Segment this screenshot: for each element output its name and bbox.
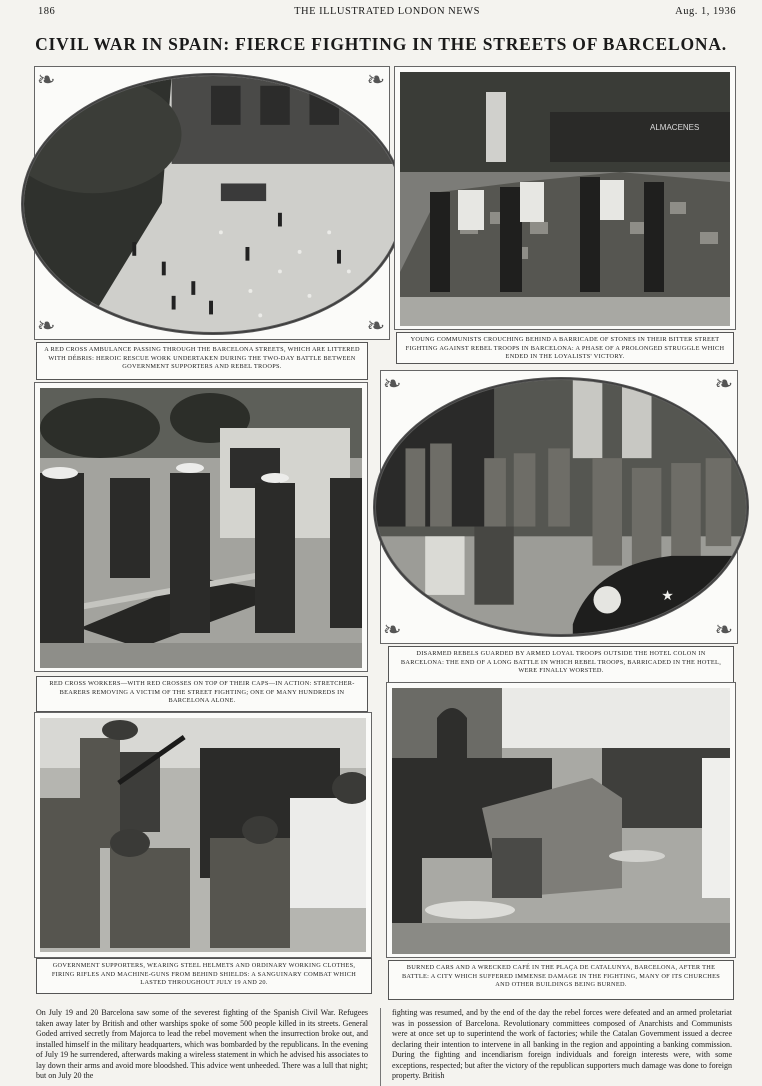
article-column-right: fighting was resumed, and by the end of the day the rebel forces were defeated and an armed proletariat was in possession of Barcelona. Revolutionary committees composed of Anarchists and Communists were at once set up to superintend the work of factories; while the Catalan Government issued a decree declaring their intention to intervene in all banking in the region and appointing a banking commission. During the fighting and incendiarism foreign individuals and foreign interests were, with some exceptions, respected; but after the victory of the republican supporters much damage was done to foreign property. British [392,1008,732,1081]
caption-ambulance: A RED CROSS AMBULANCE PASSING THROUGH THE BARCELONA STREETS, WHICH ARE LITTERED WITH DÉBRIS: HEROIC RESCUE WORK UNDERTAKEN DURING THE TWO-DAY BATTLE BETWEEN GOVERNMENT SUPPORTERS AND REBEL TROOPS. [36,342,368,380]
caption-hotel-colon: DISARMED REBELS GUARDED BY ARMED LOYAL TROOPS OUTSIDE THE HOTEL COLON IN BARCELONA: THE END OF A LONG BATTLE IN WHICH REBEL TROOPS, BARRICADED IN THE HOTEL, WERE FINALLY WORSTED. [388,646,734,684]
photo-barricade [400,72,730,326]
photo-disarmed-rebels [373,377,749,637]
ornament-curl-icon: ❧ [37,313,56,338]
photo-frame-hotel-colon [380,370,738,644]
ornament-curl-icon: ❧ [366,313,385,338]
running-header [38,6,736,22]
ornament-curl-icon: ❧ [383,617,402,642]
ornament-curl-icon: ❧ [37,67,56,92]
article-column-left: On July 19 and 20 Barcelona saw some of the severest fighting of the Spanish Civil War. Refugees taken away later by British and other warships spoke of some 500 people killed in its streets. General Goded arrived secretly from Majorca to lead the rebel movement when the insurrection broke out, and installed himself in the military headquarters, which was bombarded by the republicans. In the evening of July 19 he surrendered, afterwards making a wireless statement in which he advised his associates to lay down their arms and avoid more bloodshed. This advice went unheeded. There was a lull that night; but on July 20 the [36,1008,368,1081]
photo-ambulance-street [21,73,405,338]
photo-frame-gunners [34,712,372,958]
caption-barricade: YOUNG COMMUNISTS CROUCHING BEHIND A BARRICADE OF STONES IN THEIR BITTER STREET FIGHTING AGAINST REBEL TROOPS IN BARCELONA: A PHASE OF A PROLONGED STRUGGLE WHICH ENDED IN THE LOYALISTS' VICTORY. [396,332,734,364]
ornament-curl-icon: ❧ [366,67,385,92]
publication-title: THE ILLUSTRATED LONDON NEWS [294,6,480,17]
photo-stretcher-bearers [40,388,362,668]
issue-date: Aug. 1, 1936 [675,6,736,17]
photo-burned-cars [392,688,730,954]
svg-text:★: ★ [661,587,674,604]
ornament-curl-icon: ❧ [714,617,733,642]
shop-sign: ALMACENES [650,123,700,132]
photo-gunners [40,718,366,952]
column-divider [380,1008,381,1086]
page-headline: CIVIL WAR IN SPAIN: FIERCE FIGHTING IN THE STREETS OF BARCELONA. [35,34,727,54]
photo-frame-barricade [394,66,736,330]
photo-frame-stretcher [34,382,368,672]
photo-frame-ambulance [34,66,390,340]
ornament-curl-icon: ❧ [383,371,402,396]
ornament-curl-icon: ❧ [714,371,733,396]
page-number: 186 [38,6,56,17]
caption-gunners: GOVERNMENT SUPPORTERS, WEARING STEEL HELMETS AND ORDINARY WORKING CLOTHES, FIRING RIFLES AND MACHINE-GUNS FROM BEHIND SHIELDS: A SANGUINARY COMBAT WHICH LASTED THROUGHOUT JULY 19 AND 20. [36,958,372,994]
caption-stretcher: RED CROSS WORKERS—WITH RED CROSSES ON TOP OF THEIR CAPS—IN ACTION: STRETCHER-BEARERS REMOVING A VICTIM OF THE STREET FIGHTING; ONE OF MANY HUNDREDS IN BARCELONA ALONE. [36,676,368,712]
caption-burned-cars: BURNED CARS AND A WRECKED CAFÉ IN THE PLAÇA DE CATALUNYA, BARCELONA, AFTER THE BATTLE: A CITY WHICH SUFFERED IMMENSE DAMAGE IN THE FIGHTING, MANY OF ITS CHURCHES AND OTHER BUILDINGS BEING BURNED. [388,960,734,1000]
photo-frame-burned-cars [386,682,736,958]
